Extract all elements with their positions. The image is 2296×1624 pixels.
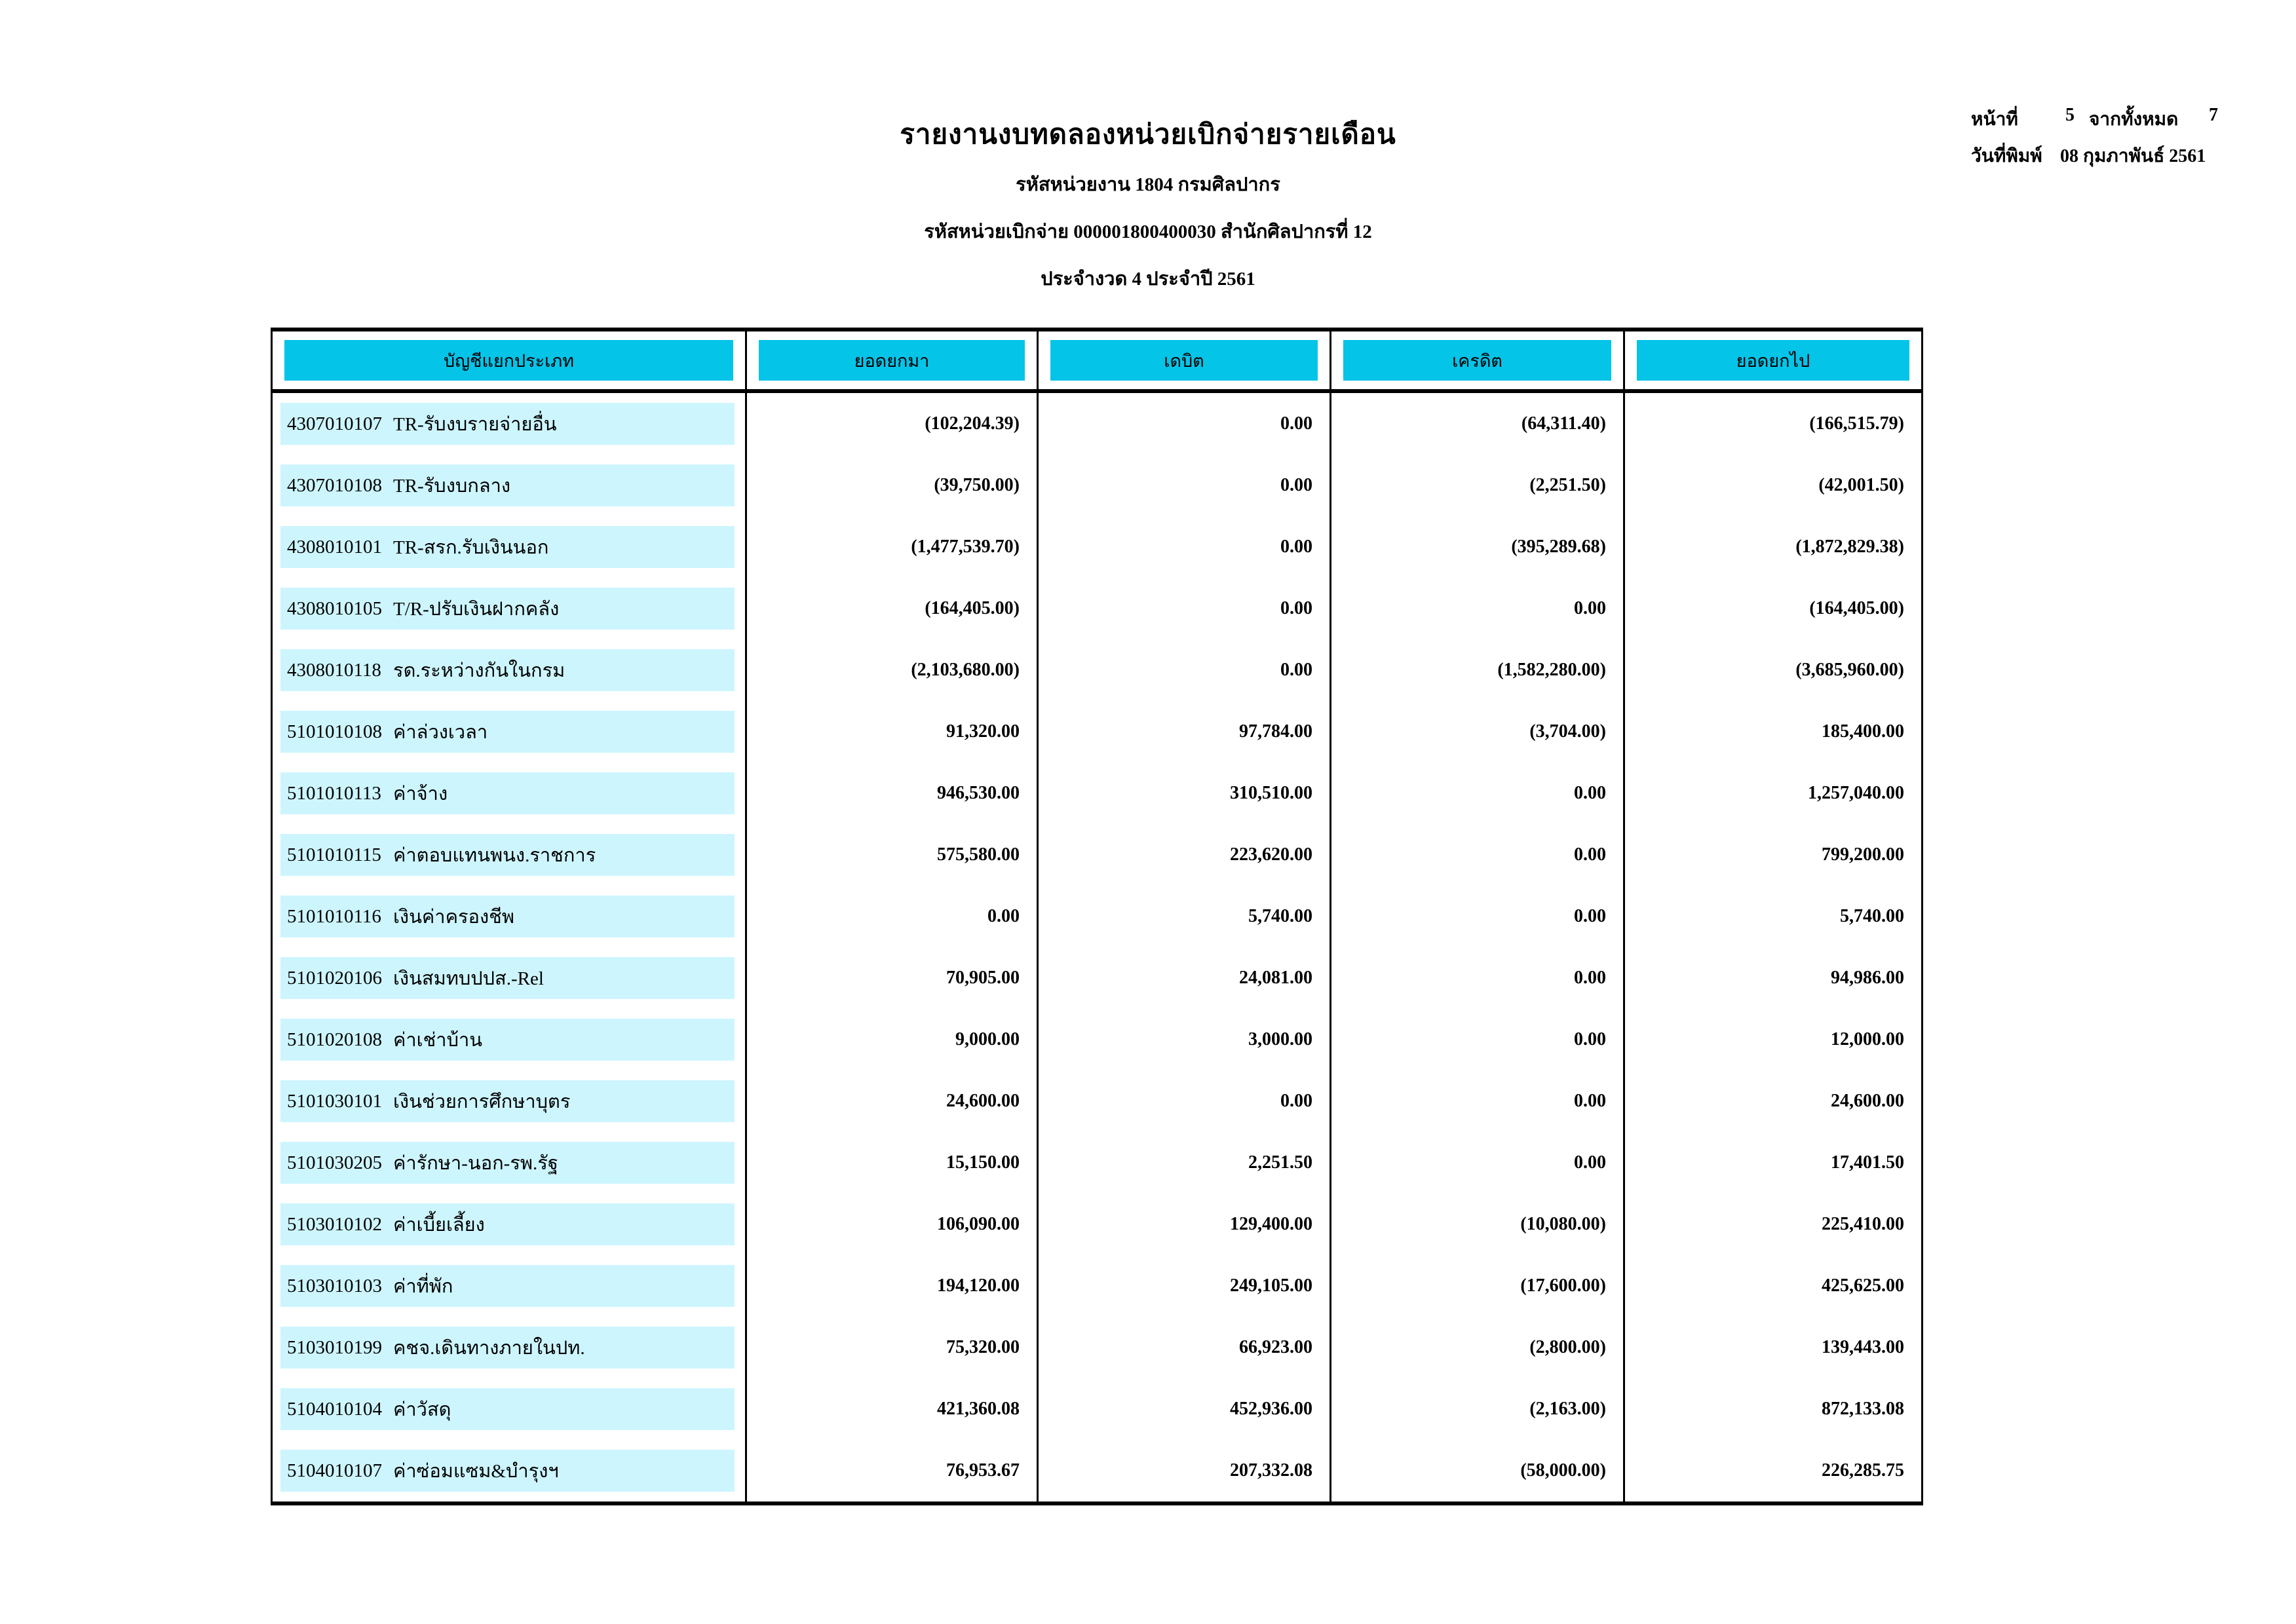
account-code: 5104010104 (287, 1398, 382, 1420)
page-info (1971, 105, 2230, 170)
debit-value: 0.00 (1039, 639, 1331, 701)
opening-balance-value: (164,405.00) (747, 578, 1039, 639)
credit-value: 0.00 (1331, 824, 1625, 886)
closing-balance-value: 225,410.00 (1822, 1214, 1904, 1234)
table-row (273, 1255, 1921, 1317)
account-name: ค่าเบี้ยเลี้ยง (393, 1215, 485, 1236)
account-cell (273, 701, 747, 763)
table-body (273, 393, 1921, 1501)
total-pages-label: จากทั้งหมด (2089, 109, 2179, 130)
credit-value: 0.00 (1331, 886, 1625, 947)
page-number-label: หน้าที่ (1971, 109, 2018, 130)
closing-balance-value: 799,200.00 (1822, 844, 1904, 865)
account-cell (273, 1317, 747, 1378)
account-cell-highlight (280, 834, 735, 876)
credit-value: 0.00 (1331, 763, 1625, 824)
account-name: TR-สรก.รับเงินนอก (393, 537, 549, 558)
debit-value: 66,923.00 (1039, 1317, 1331, 1378)
account-name: ค่าเช่าบ้าน (393, 1030, 483, 1051)
account-code: 5101030101 (287, 1090, 382, 1112)
debit-value: 0.00 (1039, 1070, 1331, 1132)
account-name: TR-รับงบรายจ่ายอื่น (393, 414, 557, 435)
debit-value: 249,105.00 (1039, 1255, 1331, 1317)
account-code: 4308010105 (287, 597, 382, 619)
credit-value: (3,704.00) (1331, 701, 1625, 763)
closing-balance-value: 139,443.00 (1822, 1337, 1904, 1357)
opening-balance-value: (1,477,539.70) (747, 516, 1039, 578)
opening-balance-value: 75,320.00 (747, 1317, 1039, 1378)
column-header-opening-balance-cell (747, 331, 1039, 389)
account-code: 5101020106 (287, 967, 382, 989)
account-code: 5103010199 (287, 1336, 382, 1358)
column-header-debit-cell (1039, 331, 1331, 389)
account-cell-highlight (280, 403, 735, 445)
opening-balance-value: 76,953.67 (747, 1440, 1039, 1501)
table-row (273, 393, 1921, 455)
account-name: ค่าที่พัก (393, 1276, 453, 1297)
account-cell (273, 1194, 747, 1255)
account-code: 5101020108 (287, 1029, 382, 1050)
account-cell (273, 1070, 747, 1132)
debit-value: 310,510.00 (1039, 763, 1331, 824)
account-cell-highlight (280, 957, 735, 999)
account-cell (273, 1378, 747, 1440)
table-row (273, 763, 1921, 824)
account-cell-highlight (280, 1450, 735, 1492)
debit-value: 0.00 (1039, 516, 1331, 578)
account-code: 4307010108 (287, 474, 382, 496)
account-cell-highlight (280, 896, 735, 937)
column-header-credit: เครดิต (1343, 340, 1611, 381)
account-cell-highlight (280, 1142, 735, 1184)
account-name: คชจ.เดินทางภายในปท. (393, 1338, 585, 1359)
account-name: ค่าจ้าง (393, 784, 448, 804)
opening-balance-value: 946,530.00 (747, 763, 1039, 824)
account-cell (273, 455, 747, 516)
credit-value: 0.00 (1331, 1132, 1625, 1194)
opening-balance-value: 0.00 (747, 886, 1039, 947)
account-name: เงินช่วยการศึกษาบุตร (393, 1091, 571, 1112)
account-name: เงินค่าครองชีพ (393, 907, 514, 928)
account-name: TR-รับงบกลาง (393, 476, 511, 497)
period-line: ประจำงวด 4 ประจำปี 2561 (1041, 269, 1255, 290)
total-pages: 7 (2209, 105, 2218, 125)
account-cell (273, 393, 747, 455)
account-cell (273, 578, 747, 639)
account-name: ค่าซ่อมแซม&บำรุงฯ (393, 1461, 559, 1482)
account-cell-highlight (280, 464, 735, 506)
closing-balance-value: 425,625.00 (1822, 1275, 1904, 1296)
debit-value: 97,784.00 (1039, 701, 1331, 763)
account-cell-highlight (280, 526, 735, 568)
page-number: 5 (2065, 105, 2075, 125)
account-name: รด.ระหว่างกันในกรม (393, 660, 565, 681)
credit-value: (10,080.00) (1331, 1194, 1625, 1255)
account-code: 5103010102 (287, 1213, 382, 1235)
account-cell (273, 1255, 747, 1317)
page-title: รายงานงบทดลองหน่วยเบิกจ่ายรายเดือน (900, 120, 1396, 150)
credit-value: (58,000.00) (1331, 1440, 1625, 1501)
account-code: 5101010115 (287, 844, 381, 865)
credit-value: (2,800.00) (1331, 1317, 1625, 1378)
table-row (273, 947, 1921, 1009)
closing-balance-value: 5,740.00 (1840, 906, 1904, 926)
table-row (273, 516, 1921, 578)
credit-value: 0.00 (1331, 578, 1625, 639)
account-cell-highlight (280, 649, 735, 691)
account-cell (273, 763, 747, 824)
account-cell-highlight (280, 711, 735, 753)
agency-code-line: รหัสหน่วยงาน 1804 กรมศิลปากร (1016, 174, 1280, 195)
debit-value: 207,332.08 (1039, 1440, 1331, 1501)
table-row (273, 1378, 1921, 1440)
closing-balance-value: 24,600.00 (1831, 1091, 1904, 1111)
debit-value: 223,620.00 (1039, 824, 1331, 886)
table-row (273, 1440, 1921, 1501)
account-code: 5103010103 (287, 1275, 382, 1296)
opening-balance-value: 91,320.00 (747, 701, 1039, 763)
table-row (273, 1317, 1921, 1378)
account-cell (273, 886, 747, 947)
account-name: เงินสมทบปปส.-Rel (393, 968, 544, 989)
account-cell-highlight (280, 1019, 735, 1061)
credit-value: (2,163.00) (1331, 1378, 1625, 1440)
debit-value: 452,936.00 (1039, 1378, 1331, 1440)
debit-value: 2,251.50 (1039, 1132, 1331, 1194)
credit-value: (395,289.68) (1331, 516, 1625, 578)
table-row (273, 1132, 1921, 1194)
debit-value: 129,400.00 (1039, 1194, 1331, 1255)
opening-balance-value: 106,090.00 (747, 1194, 1039, 1255)
account-code: 5101010113 (287, 782, 381, 804)
table-row (273, 578, 1921, 639)
account-code: 5101010116 (287, 905, 381, 927)
opening-balance-value: 9,000.00 (747, 1009, 1039, 1070)
column-header-opening-balance: ยอดยกมา (759, 340, 1025, 381)
column-header-closing-balance: ยอดยกไป (1637, 340, 1909, 381)
closing-balance-value: (1,872,829.38) (1795, 537, 1904, 557)
account-code: 5101030205 (287, 1152, 382, 1173)
account-cell-highlight (280, 1388, 735, 1430)
account-name: T/R-ปรับเงินฝากคลัง (393, 599, 560, 620)
column-header-credit-cell (1331, 331, 1625, 389)
table-row (273, 701, 1921, 763)
print-date-label: วันที่พิมพ์ (1971, 146, 2042, 166)
opening-balance-value: 194,120.00 (747, 1255, 1039, 1317)
account-cell-highlight (280, 1080, 735, 1122)
credit-value: 0.00 (1331, 1070, 1625, 1132)
table-row (273, 639, 1921, 701)
account-code: 4307010107 (287, 413, 382, 434)
column-header-debit: เดบิต (1050, 340, 1318, 381)
opening-balance-value: 24,600.00 (747, 1070, 1039, 1132)
debit-value: 0.00 (1039, 455, 1331, 516)
closing-balance-value: 94,986.00 (1831, 968, 1904, 988)
debit-value: 24,081.00 (1039, 947, 1331, 1009)
account-cell-highlight (280, 1265, 735, 1307)
disbursement-unit-line: รหัสหน่วยเบิกจ่าย 000001800400030 สำนักศิลปากรที่ 12 (924, 221, 1372, 242)
debit-value: 0.00 (1039, 578, 1331, 639)
closing-balance-value: 226,285.75 (1822, 1460, 1904, 1481)
table-row (273, 886, 1921, 947)
account-cell-highlight (280, 1203, 735, 1245)
account-name: ค่าล่วงเวลา (393, 722, 488, 743)
closing-balance-value: 872,133.08 (1822, 1399, 1904, 1419)
trial-balance-table (271, 328, 1923, 1505)
opening-balance-value: 575,580.00 (747, 824, 1039, 886)
account-name: ค่ารักษา-นอก-รพ.รัฐ (393, 1153, 558, 1174)
account-name: ค่าวัสดุ (393, 1399, 451, 1420)
table-row (273, 1070, 1921, 1132)
account-code: 5101010108 (287, 721, 382, 742)
account-cell (273, 824, 747, 886)
account-name: ค่าตอบแทนพนง.ราชการ (393, 845, 596, 866)
credit-value: 0.00 (1331, 1009, 1625, 1070)
closing-balance-value: 185,400.00 (1822, 721, 1904, 742)
account-cell-highlight (280, 1327, 735, 1369)
account-cell (273, 516, 747, 578)
opening-balance-value: (102,204.39) (747, 393, 1039, 455)
closing-balance-value: (3,685,960.00) (1795, 660, 1904, 680)
opening-balance-value: 421,360.08 (747, 1378, 1039, 1440)
account-cell (273, 639, 747, 701)
account-cell (273, 1009, 747, 1070)
account-code: 4308010101 (287, 536, 382, 557)
table-row (273, 1194, 1921, 1255)
column-header-account: บัญชีแยกประเภท (284, 340, 733, 381)
table-row (273, 455, 1921, 516)
closing-balance-value: (42,001.50) (1818, 475, 1904, 495)
table-header-row (273, 331, 1921, 393)
closing-balance-value: 1,257,040.00 (1808, 783, 1904, 803)
print-date: 08 กุมภาพันธ์ 2561 (2060, 146, 2206, 166)
opening-balance-value: 15,150.00 (747, 1132, 1039, 1194)
table-row (273, 824, 1921, 886)
credit-value: 0.00 (1331, 947, 1625, 1009)
closing-balance-value: (166,515.79) (1809, 413, 1904, 434)
closing-balance-value: 17,401.50 (1831, 1152, 1904, 1173)
closing-balance-value: 12,000.00 (1831, 1029, 1904, 1049)
debit-value: 3,000.00 (1039, 1009, 1331, 1070)
opening-balance-value: 70,905.00 (747, 947, 1039, 1009)
debit-value: 5,740.00 (1039, 886, 1331, 947)
account-code: 5104010107 (287, 1460, 382, 1481)
column-header-closing-balance-cell (1625, 331, 1921, 389)
credit-value: (2,251.50) (1331, 455, 1625, 516)
account-cell (273, 1440, 747, 1501)
account-cell-highlight (280, 588, 735, 630)
account-cell (273, 947, 747, 1009)
opening-balance-value: (2,103,680.00) (747, 639, 1039, 701)
opening-balance-value: (39,750.00) (747, 455, 1039, 516)
credit-value: (1,582,280.00) (1331, 639, 1625, 701)
closing-balance-value: (164,405.00) (1809, 598, 1904, 618)
account-cell (273, 1132, 747, 1194)
credit-value: (17,600.00) (1331, 1255, 1625, 1317)
column-header-account-cell (273, 331, 747, 389)
table-row (273, 1009, 1921, 1070)
account-code: 4308010118 (287, 659, 381, 681)
account-cell-highlight (280, 772, 735, 814)
debit-value: 0.00 (1039, 393, 1331, 455)
credit-value: (64,311.40) (1331, 393, 1625, 455)
